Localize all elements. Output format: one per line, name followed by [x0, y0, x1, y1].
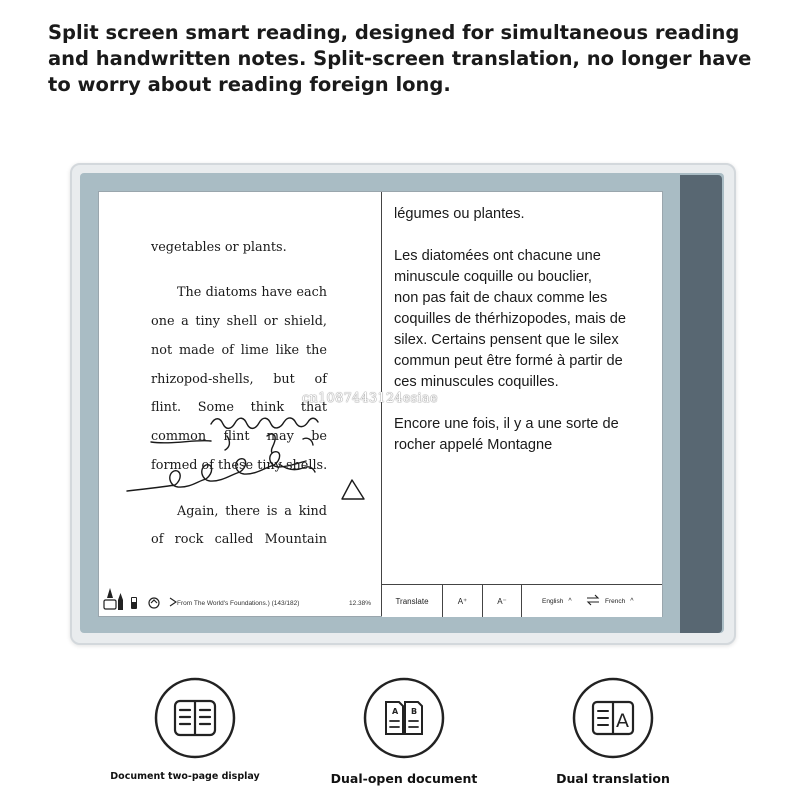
target-language-select[interactable]	[605, 585, 634, 617]
reader-status-bar	[99, 584, 381, 616]
original-line: rhizopod-shells, but of	[151, 372, 327, 387]
translation-line: minuscule coquille ou bouclier,	[394, 269, 592, 285]
translation-line: commun peut être formé à partir de	[394, 353, 623, 369]
font-increase-button[interactable]: A⁺	[443, 585, 483, 617]
device-grip	[680, 175, 722, 633]
original-line: formed of these tiny shells.	[151, 458, 328, 473]
undo-hand-icon[interactable]	[147, 596, 161, 610]
feature-label-dual-open: Dual-open document	[330, 771, 478, 786]
book-source-label: From The World's Foundations.) (143/182)	[177, 600, 300, 607]
original-line: one a tiny shell or shield,	[151, 314, 327, 329]
original-line: vegetables or plants.	[151, 240, 287, 255]
svg-text:A: A	[392, 707, 399, 716]
translation-line: coquilles de thérhizopodes, mais de	[394, 311, 627, 327]
headline: Split screen smart reading, designed for simultaneous reading and handwritten notes. Split-screen translation, no longer have to worry about reading foreign long.	[48, 21, 752, 96]
source-language-select[interactable]	[542, 585, 572, 617]
font-decrease-button[interactable]: A⁻	[483, 585, 522, 617]
feature-label-dual-translation: Dual translation	[556, 771, 670, 786]
target-language-label: French	[605, 597, 626, 605]
translation-line: rocher appelé Montagne	[394, 437, 553, 453]
source-language-label: English	[542, 597, 564, 605]
original-line: The diatoms have each	[177, 285, 327, 300]
original-line: common flint may be	[151, 429, 327, 444]
original-line: flint. Some think that	[151, 400, 327, 415]
dual-open-document-icon	[362, 676, 446, 760]
feature-label-two-page: Document two-page display	[110, 771, 260, 782]
translation-line: Encore une fois, il y a une sorte de	[394, 416, 619, 432]
original-line: of rock called Mountain	[151, 532, 327, 547]
translation-line: silex. Certains pensent que le silex	[394, 332, 619, 348]
original-line: Again, there is a kind	[177, 504, 327, 519]
chevron-up-icon: ^	[568, 597, 572, 605]
translation-line: ces minuscules coquilles.	[394, 374, 559, 390]
dual-translation-icon	[571, 676, 655, 760]
svg-text:A: A	[616, 710, 629, 732]
original-page[interactable]	[99, 192, 381, 584]
two-page-document-icon	[153, 676, 237, 760]
reading-progress: 12.38%	[349, 600, 372, 607]
svg-text:B: B	[411, 707, 418, 716]
swap-languages-icon[interactable]	[586, 594, 600, 606]
eraser-icon[interactable]	[130, 596, 138, 610]
translation-toolbar	[382, 584, 662, 617]
back-arrow-icon[interactable]	[169, 597, 177, 607]
translation-line: non pas fait de chaux comme les	[394, 290, 608, 306]
chevron-up-icon: ^	[630, 597, 634, 605]
translation-line: légumes ou plantes.	[394, 206, 525, 222]
translation-page[interactable]	[382, 192, 662, 584]
watermark-text: cn1087443124esiae	[302, 391, 438, 406]
marker-icon[interactable]	[116, 592, 125, 612]
original-line: not made of lime like the	[151, 343, 327, 358]
translate-button[interactable]: Translate	[382, 585, 443, 617]
translation-line: Les diatomées ont chacune une	[394, 248, 601, 264]
